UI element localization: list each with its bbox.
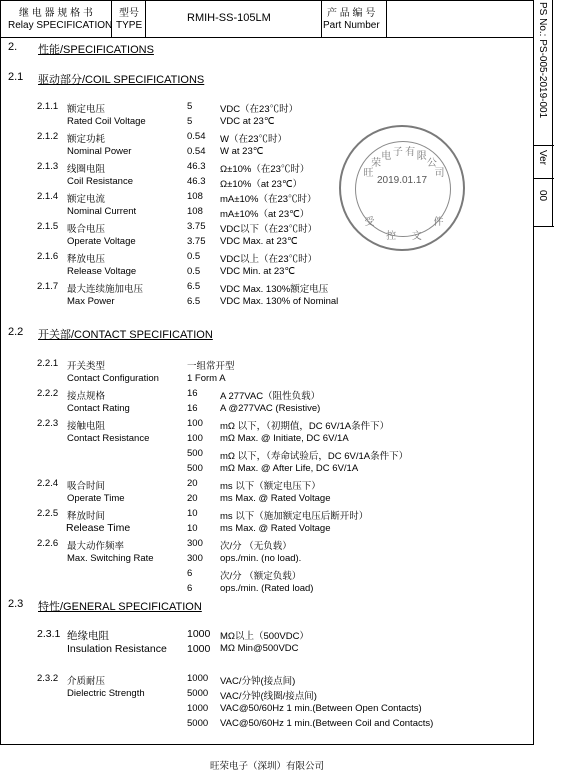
item-value: 1000: [187, 703, 209, 714]
item-value: 1000: [187, 628, 211, 640]
item-value: 6: [187, 583, 193, 594]
header-divider-v1: [111, 0, 112, 37]
side-divider-3: [534, 226, 554, 227]
part-label-en: Part Number: [323, 20, 380, 31]
stamp-character: 受: [364, 216, 375, 228]
item-value: 0.54: [187, 131, 206, 142]
item-number: 2.1.1: [37, 101, 59, 112]
stamp-character: 司: [434, 167, 445, 179]
item-value: 108: [187, 206, 203, 217]
item-unit: VAC/分钟(接点间): [220, 676, 296, 687]
item-value: 108: [187, 191, 203, 202]
item-number: 2.2.2: [37, 388, 59, 399]
controlled-document-stamp: [339, 125, 465, 251]
item-value: 46.3: [187, 161, 206, 172]
item-label-en: Contact Resistance: [67, 433, 150, 444]
item-label-cn: 释放电压: [67, 254, 106, 265]
item-label-en: Coil Resistance: [67, 176, 133, 187]
item-label-cn: 接触电阻: [67, 421, 106, 432]
item-label-en: Rated Coil Voltage: [67, 116, 146, 127]
item-value: 一组常开型: [187, 361, 235, 372]
item-label-cn: 开关类型: [67, 361, 106, 372]
version-value: 00: [537, 190, 548, 202]
stamp-character: 公: [426, 157, 437, 169]
item-value: 5: [187, 116, 193, 127]
item-label-en: Dielectric Strength: [67, 688, 145, 699]
item-value: 100: [187, 418, 203, 429]
item-number: 2.1.3: [37, 161, 59, 172]
stamp-character: 旺: [363, 167, 374, 179]
item-label-en: Release Voltage: [67, 266, 137, 277]
item-label-cn: 最大连续施加电压: [67, 284, 144, 295]
section-number: 2.1: [8, 71, 24, 83]
item-unit: ms 以下（施加额定电压后断开时）: [220, 511, 369, 522]
ps-number: PS No.: PS-005-2019-001: [537, 2, 548, 119]
item-value: 6: [187, 568, 193, 579]
section-number: 2.: [8, 41, 18, 53]
section-title: 特性/GENERAL SPECIFICATION: [38, 601, 202, 613]
version-label: Ver: [537, 150, 548, 166]
stamp-character: 有: [405, 147, 416, 159]
item-value: 3.75: [187, 236, 206, 247]
header-divider-v2: [145, 0, 146, 37]
item-unit: ms Max. @ Rated Voltage: [220, 523, 331, 534]
item-unit: VDC Max. at 23℃: [220, 236, 298, 247]
section-number: 2.2: [8, 326, 24, 338]
item-value: 20: [187, 478, 198, 489]
item-label-en: Contact Configuration: [67, 373, 159, 384]
item-unit: VDC at 23℃: [220, 116, 275, 127]
section-number: 2.3: [8, 598, 24, 610]
item-unit: MΩ以上（500VDC）: [220, 631, 309, 642]
item-value: 5: [187, 101, 193, 112]
item-value: 500: [187, 463, 203, 474]
item-label-cn: 线圈电阻: [67, 164, 106, 175]
item-label-en: Release Time: [66, 522, 131, 534]
item-value: 16: [187, 403, 198, 414]
item-unit: mΩ 以下，（初期值，DC 6V/1A条件下）: [220, 421, 390, 432]
item-value: 10: [187, 523, 198, 534]
item-label-en: Insulation Resistance: [67, 643, 167, 655]
item-unit: VAC@50/60Hz 1 min.(Between Open Contacts): [220, 703, 422, 714]
stamp-character: 件: [433, 216, 444, 228]
item-unit: VDC Min. at 23℃: [220, 266, 296, 277]
item-label-cn: 绝缘电阻: [67, 630, 109, 642]
side-strip: [534, 0, 554, 745]
stamp-character: 荣: [371, 157, 382, 169]
type-label-en: TYPE: [116, 20, 143, 31]
item-number: 2.1.2: [37, 131, 59, 142]
item-label-en: Nominal Power: [67, 146, 132, 157]
item-number: 2.2.3: [37, 418, 59, 429]
item-label-cn: 最大动作频率: [67, 541, 125, 552]
item-unit: ops./min. (Rated load): [220, 583, 314, 594]
item-value: 5000: [187, 718, 209, 729]
item-value: 6.5: [187, 296, 201, 307]
side-strip-border: [552, 0, 553, 226]
item-value: 300: [187, 553, 203, 564]
section-title: 驱动部分/COIL SPECIFICATIONS: [38, 74, 205, 86]
item-number: 2.1.5: [37, 221, 59, 232]
type-label-cn: 型号: [119, 8, 139, 19]
item-value: 10: [187, 508, 198, 519]
item-number: 2.3.2: [37, 673, 59, 684]
stamp-date: 2019.01.17: [376, 175, 428, 186]
item-value: 1000: [187, 643, 211, 655]
item-unit: mA±10%（在23℃时）: [220, 194, 317, 205]
item-label-cn: 接点规格: [67, 391, 106, 402]
item-unit: mΩ Max. @ After Life, DC 6V/1A: [220, 463, 359, 474]
item-label-en: Max. Switching Rate: [67, 553, 154, 564]
item-unit: MΩ Min@500VDC: [220, 643, 299, 654]
item-value: 16: [187, 388, 198, 399]
side-divider-2: [534, 178, 554, 179]
item-label-en: Nominal Current: [67, 206, 137, 217]
item-unit: VDC（在23℃时）: [220, 104, 299, 115]
item-unit: VAC/分钟(线圈/接点间): [220, 691, 317, 702]
section-title: 开关部/CONTACT SPECIFICATION: [38, 329, 213, 341]
item-value: 0.54: [187, 146, 206, 157]
header-divider-v3: [321, 0, 322, 37]
item-label-cn: 额定电压: [67, 104, 106, 115]
item-unit: VAC@50/60Hz 1 min.(Between Coil and Contacts): [220, 718, 434, 729]
item-label-en: Contact Rating: [67, 403, 130, 414]
item-label-en: Max Power: [67, 296, 115, 307]
item-label-cn: 吸合电压: [67, 224, 106, 235]
item-unit: 次/分 （无负载）: [220, 541, 292, 552]
item-label-cn: 吸合时间: [67, 481, 106, 492]
item-label-en: Operate Time: [67, 493, 125, 504]
item-number: 2.3.1: [37, 628, 61, 640]
stamp-character: 子: [392, 147, 403, 159]
company-footer: 旺荣电子（深圳）有限公司: [209, 761, 324, 772]
item-unit: Ω±10%（在23℃时）: [220, 164, 310, 175]
item-unit: W（在23℃时）: [220, 134, 288, 145]
item-value: 46.3: [187, 176, 206, 187]
item-unit: VDC以下（在23℃时）: [220, 224, 318, 235]
item-number: 2.1.4: [37, 191, 59, 202]
item-value: 5000: [187, 688, 209, 699]
item-value: 3.75: [187, 221, 206, 232]
part-label-cn: 产 品 编 号: [327, 8, 376, 19]
item-unit: A 277VAC（阻性负载）: [220, 391, 321, 402]
item-value: 1 Form A: [187, 373, 226, 384]
section-title: 性能/SPECIFICATIONS: [38, 44, 154, 56]
stamp-character: 电: [381, 151, 392, 163]
item-unit: VDC以上（在23℃时）: [220, 254, 318, 265]
spec-title-en: Relay SPECIFICATION: [8, 20, 113, 31]
item-unit: ms 以下（额定电压下）: [220, 481, 321, 492]
item-unit: mΩ 以下，（寿命试验后，DC 6V/1A条件下）: [220, 451, 409, 462]
item-value: 500: [187, 448, 203, 459]
model-number: RMIH-SS-105LM: [187, 12, 271, 24]
item-label-cn: 额定电流: [67, 194, 106, 205]
item-value: 20: [187, 493, 198, 504]
item-unit: mΩ Max. @ Initiate, DC 6V/1A: [220, 433, 349, 444]
item-unit: VDC Max. 130% of Nominal: [220, 296, 339, 307]
item-number: 2.2.1: [37, 358, 59, 369]
item-value: 0.5: [187, 251, 201, 262]
item-unit: A @277VAC (Resistive): [220, 403, 321, 414]
item-label-en: Operate Voltage: [67, 236, 136, 247]
item-label-cn: 释放时间: [67, 511, 106, 522]
item-unit: ops./min. (no load).: [220, 553, 302, 564]
stamp-character: 文: [411, 231, 422, 243]
item-unit: 次/分 （额定负载）: [220, 571, 302, 582]
item-value: 0.5: [187, 266, 201, 277]
item-number: 2.2.5: [37, 508, 59, 519]
item-unit: VDC Max. 130%额定电压: [220, 284, 329, 295]
header-divider: [0, 37, 534, 38]
item-unit: Ω±10%（at 23℃）: [220, 179, 303, 190]
item-value: 6.5: [187, 281, 201, 292]
item-label-cn: 额定功耗: [67, 134, 106, 145]
stamp-character: 限: [416, 151, 427, 163]
item-number: 2.2.4: [37, 478, 59, 489]
item-value: 1000: [187, 673, 209, 684]
item-unit: ms Max. @ Rated Voltage: [220, 493, 331, 504]
item-value: 100: [187, 433, 203, 444]
item-number: 2.2.6: [37, 538, 59, 549]
item-value: 300: [187, 538, 203, 549]
spec-title-cn: 继 电 器 规 格 书: [19, 8, 93, 19]
side-divider-1: [534, 145, 554, 146]
item-unit: W at 23℃: [220, 146, 264, 157]
header-divider-v4: [386, 0, 387, 37]
item-label-cn: 介质耐压: [67, 676, 106, 687]
item-number: 2.1.6: [37, 251, 59, 262]
item-number: 2.1.7: [37, 281, 59, 292]
item-unit: mA±10%（at 23℃）: [220, 209, 310, 220]
stamp-character: 控: [386, 231, 397, 243]
